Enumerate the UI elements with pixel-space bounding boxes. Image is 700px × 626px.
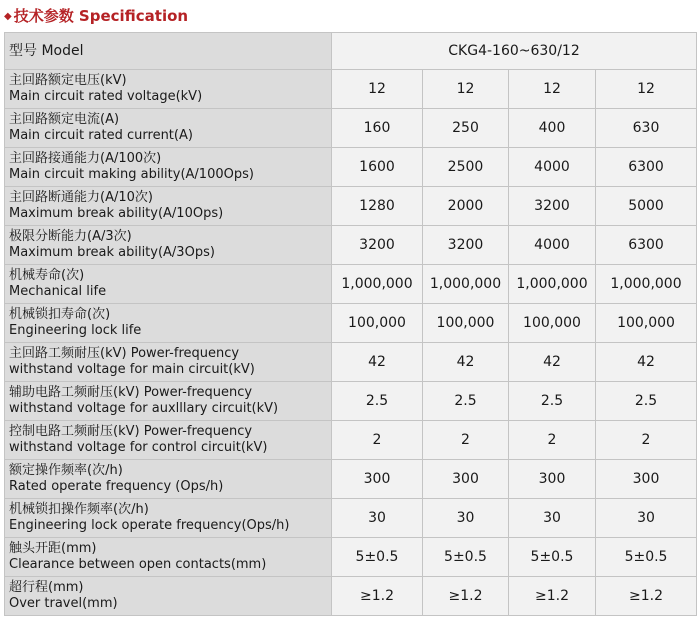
value-cell: 2.5: [332, 382, 423, 421]
value-cell: 42: [423, 343, 509, 382]
parameter-cell: [5, 265, 332, 304]
table-row: [5, 421, 697, 460]
value-cell: 5±0.5: [332, 538, 423, 577]
table-row: [5, 382, 697, 421]
parameter-name-zh: 极限分断能力(A/3次): [9, 229, 132, 244]
value-cell: 100,000: [509, 304, 596, 343]
value-cell: 42: [332, 343, 423, 382]
table-row: [5, 304, 697, 343]
section-title: 技术参数 Specification: [13, 7, 189, 25]
parameter-cell: [5, 538, 332, 577]
value-cell: ≥1.2: [423, 577, 509, 616]
value-cell: 42: [596, 343, 697, 382]
parameter-name-zh: 主回路工频耐压(kV) Power-frequency: [9, 346, 240, 361]
value-cell: 6300: [596, 226, 697, 265]
value-cell: 400: [509, 109, 596, 148]
table-row: [5, 226, 697, 265]
model-row: [5, 33, 697, 70]
value-cell: 3200: [332, 226, 423, 265]
parameter-name-en: withstand voltage for main circuit(kV): [9, 362, 255, 377]
value-cell: 42: [509, 343, 596, 382]
parameter-cell: [5, 343, 332, 382]
value-cell: 2500: [423, 148, 509, 187]
parameter-name-zh: 触头开距(mm): [9, 541, 97, 556]
value-cell: 5±0.5: [596, 538, 697, 577]
value-cell: ≥1.2: [509, 577, 596, 616]
parameter-cell: [5, 187, 332, 226]
value-cell: 1600: [332, 148, 423, 187]
parameter-name-en: Engineering lock life: [9, 323, 142, 338]
table-row: [5, 499, 697, 538]
parameter-cell: [5, 109, 332, 148]
value-cell: 2: [423, 421, 509, 460]
parameter-name-en: Over travel(mm): [9, 596, 118, 611]
parameter-name-zh: 机械锁扣寿命(次): [9, 307, 111, 322]
parameter-name-zh: 机械锁扣操作频率(次/h): [9, 502, 149, 517]
model-value: CKG4-160~630/12: [332, 33, 697, 70]
parameter-name-zh: 额定操作频率(次/h): [9, 463, 123, 478]
value-cell: 300: [509, 460, 596, 499]
parameter-name-zh: 主回路额定电流(A): [9, 112, 120, 127]
parameter-name-en: withstand voltage for control circuit(kV): [9, 440, 268, 455]
parameter-name-zh: 超行程(mm): [9, 580, 84, 595]
parameter-cell: [5, 148, 332, 187]
parameter-cell: [5, 70, 332, 109]
parameter-cell: [5, 577, 332, 616]
specification-table: [4, 32, 697, 616]
value-cell: 3200: [423, 226, 509, 265]
value-cell: 30: [332, 499, 423, 538]
value-cell: 2.5: [423, 382, 509, 421]
value-cell: ≥1.2: [596, 577, 697, 616]
value-cell: 1,000,000: [423, 265, 509, 304]
parameter-name-zh: 主回路接通能力(A/100次): [9, 151, 162, 166]
table-row: [5, 187, 697, 226]
value-cell: 1,000,000: [332, 265, 423, 304]
section-heading: [4, 4, 188, 28]
value-cell: 12: [423, 70, 509, 109]
model-label: 型号 Model: [5, 33, 332, 70]
parameter-cell: [5, 460, 332, 499]
value-cell: 4000: [509, 226, 596, 265]
value-cell: 12: [332, 70, 423, 109]
value-cell: 630: [596, 109, 697, 148]
value-cell: 12: [509, 70, 596, 109]
parameter-name-en: withstand voltage for auxlllary circuit(kV): [9, 401, 279, 416]
parameter-name-zh: 辅助电路工频耐压(kV) Power-frequency: [9, 385, 253, 400]
value-cell: 2: [332, 421, 423, 460]
value-cell: 5±0.5: [423, 538, 509, 577]
value-cell: 4000: [509, 148, 596, 187]
value-cell: 100,000: [423, 304, 509, 343]
value-cell: 2: [596, 421, 697, 460]
value-cell: ≥1.2: [332, 577, 423, 616]
parameter-cell: [5, 382, 332, 421]
diamond-bullet-icon: ◆: [4, 11, 12, 22]
parameter-name-en: Maximum break ability(A/3Ops): [9, 245, 215, 260]
table-row: [5, 538, 697, 577]
parameter-name-en: Mechanical life: [9, 284, 107, 299]
parameter-name-zh: 机械寿命(次): [9, 268, 85, 283]
table-row: [5, 109, 697, 148]
parameter-name-en: Main circuit rated voltage(kV): [9, 89, 203, 104]
parameter-name-en: Engineering lock operate frequency(Ops/h): [9, 518, 290, 533]
value-cell: 2: [509, 421, 596, 460]
value-cell: 5000: [596, 187, 697, 226]
parameter-name-zh: 控制电路工频耐压(kV) Power-frequency: [9, 424, 253, 439]
parameter-name-en: Maximum break ability(A/10Ops): [9, 206, 224, 221]
value-cell: 160: [332, 109, 423, 148]
value-cell: 1,000,000: [596, 265, 697, 304]
table-row: [5, 148, 697, 187]
value-cell: 30: [423, 499, 509, 538]
parameter-cell: [5, 304, 332, 343]
value-cell: 6300: [596, 148, 697, 187]
value-cell: 2.5: [596, 382, 697, 421]
value-cell: 5±0.5: [509, 538, 596, 577]
parameter-name-en: Main circuit rated current(A): [9, 128, 193, 143]
value-cell: 100,000: [332, 304, 423, 343]
table-row: [5, 265, 697, 304]
parameter-cell: [5, 499, 332, 538]
value-cell: 30: [596, 499, 697, 538]
value-cell: 12: [596, 70, 697, 109]
parameter-cell: [5, 226, 332, 265]
parameter-name-en: Main circuit making ability(A/100Ops): [9, 167, 254, 182]
parameter-cell: [5, 421, 332, 460]
value-cell: 300: [332, 460, 423, 499]
parameter-name-zh: 主回路断通能力(A/10次): [9, 190, 153, 205]
value-cell: 300: [423, 460, 509, 499]
value-cell: 30: [509, 499, 596, 538]
table-row: [5, 460, 697, 499]
value-cell: 1,000,000: [509, 265, 596, 304]
value-cell: 100,000: [596, 304, 697, 343]
table-row: [5, 577, 697, 616]
value-cell: 250: [423, 109, 509, 148]
value-cell: 3200: [509, 187, 596, 226]
value-cell: 300: [596, 460, 697, 499]
table-row: [5, 343, 697, 382]
value-cell: 2000: [423, 187, 509, 226]
value-cell: 1280: [332, 187, 423, 226]
parameter-name-en: Rated operate frequency (Ops/h): [9, 479, 224, 494]
value-cell: 2.5: [509, 382, 596, 421]
table-row: [5, 70, 697, 109]
parameter-name-zh: 主回路额定电压(kV): [9, 73, 127, 88]
parameter-name-en: Clearance between open contacts(mm): [9, 557, 267, 572]
